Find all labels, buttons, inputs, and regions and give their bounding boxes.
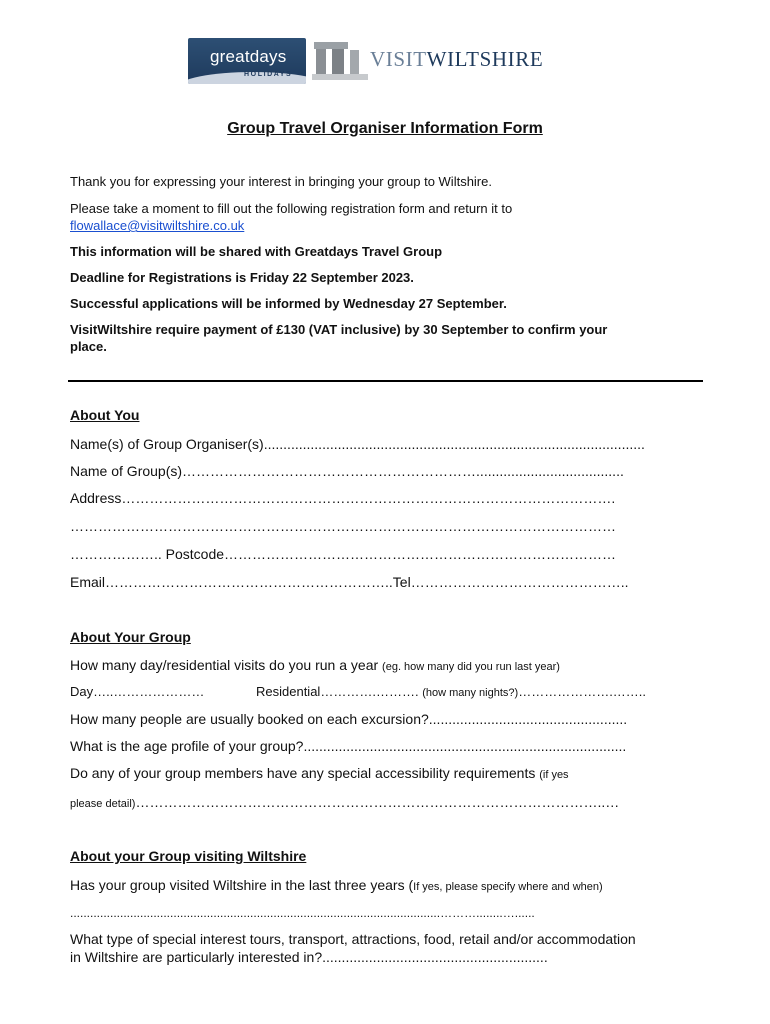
nights-dots[interactable]: ………………….…….. xyxy=(518,684,647,699)
interest-field[interactable] xyxy=(70,948,548,966)
organiser-field[interactable] xyxy=(70,435,645,453)
intro-deadline: Deadline for Registrations is Friday 22 September 2023. xyxy=(70,270,414,285)
email-tel-field[interactable] xyxy=(70,573,628,591)
postcode-prefix-dots[interactable]: ……………….. xyxy=(70,546,166,562)
age-dots[interactable]: ................................................................................... xyxy=(303,738,627,754)
visited-hint: If yes, please specify where and when) xyxy=(413,881,603,893)
interest-question-line1: What type of special interest tours, transport, attractions, food, retail and/or accommodation xyxy=(70,931,636,947)
greatdays-logo xyxy=(188,38,306,84)
postcode-dots[interactable]: ………………………………………………………………………… xyxy=(224,546,617,562)
postcode-field[interactable] xyxy=(70,545,616,563)
intro-thanks: Thank you for expressing your interest in bringing your group to Wiltshire. xyxy=(70,174,492,189)
detail-dots[interactable]: ………………………………………………………………………………………..… xyxy=(135,794,620,810)
address-dots[interactable]: ……………………………………………………………………………………………. xyxy=(121,490,616,506)
day-label: Day xyxy=(70,684,94,699)
about-visiting-heading: About your Group visiting Wiltshire xyxy=(70,848,307,864)
page-title: Group Travel Organiser Information Form xyxy=(227,120,543,137)
about-group-heading: About Your Group xyxy=(70,629,191,645)
address-label: Address xyxy=(70,490,122,506)
visited-dots[interactable]: ...............................................................................................................………........…...... xyxy=(70,906,535,920)
logo-word-visit: VISIT xyxy=(370,47,427,71)
intro-payment-line1: VisitWiltshire require payment of £130 (VAT inclusive) by 30 September to confirm your xyxy=(70,322,608,337)
visitwiltshire-logo-word xyxy=(370,47,543,72)
greatdays-logo-sub: HOLIDAYS xyxy=(244,71,293,78)
access-hint: (if yes xyxy=(539,769,569,781)
residential-field[interactable] xyxy=(256,683,646,702)
stonehenge-icon xyxy=(312,38,368,84)
day-residential-field[interactable] xyxy=(70,683,204,701)
group-name-label: Name of Group(s) xyxy=(70,463,183,479)
organiser-dots[interactable]: .................................................................................................. xyxy=(263,436,645,452)
postcode-label: Postcode xyxy=(165,546,225,562)
interest-dots[interactable]: .......................................................... xyxy=(322,949,548,965)
visits-hint: (eg. how many did you run last year) xyxy=(382,661,560,673)
email-link[interactable]: flowallace@visitwiltshire.co.uk xyxy=(70,218,245,233)
visited-answer-field[interactable] xyxy=(70,904,535,922)
age-field[interactable] xyxy=(70,737,626,755)
group-name-dots[interactable]: ………………………………………………………...................................... xyxy=(182,463,624,479)
nights-hint: (how many nights?) xyxy=(422,687,519,699)
section-divider xyxy=(68,380,703,382)
age-question: What is the age profile of your group? xyxy=(70,738,304,754)
detail-field[interactable] xyxy=(70,793,619,813)
residential-dots[interactable]: ………….………. xyxy=(320,684,419,699)
people-dots[interactable]: ................................................... xyxy=(428,711,628,727)
visited-question-text: Has your group visited Wiltshire in the last three years ( xyxy=(70,877,414,893)
visits-question xyxy=(70,656,560,676)
intro-payment-line2: place. xyxy=(70,339,107,354)
greatdays-logo-word: greatdays xyxy=(210,47,287,66)
address-line2-field[interactable] xyxy=(70,517,616,535)
organiser-label: Name(s) of Group Organiser(s) xyxy=(70,436,264,452)
logo-word-wiltshire: WILTSHIRE xyxy=(426,47,544,71)
access-question xyxy=(70,764,569,784)
intro-please: Please take a moment to fill out the following registration form and return it to xyxy=(70,201,513,216)
intro-shared: This information will be shared with Greatdays Travel Group xyxy=(70,244,443,259)
email-dots[interactable]: …………………………………………………….. xyxy=(105,574,393,590)
tel-dots[interactable]: ……………………………………….. xyxy=(410,574,629,590)
interest-question-line2: in Wiltshire are particularly interested in? xyxy=(70,949,323,965)
email-label: Email xyxy=(70,574,106,590)
people-field[interactable] xyxy=(70,710,627,728)
tel-label: Tel xyxy=(392,574,411,590)
residential-label: Residential xyxy=(256,684,321,699)
day-dots[interactable]: …..………………… xyxy=(93,684,205,699)
address-field[interactable] xyxy=(70,489,615,507)
people-question: How many people are usually booked on each excursion? xyxy=(70,711,429,727)
access-question-text: Do any of your group members have any special accessibility requirements xyxy=(70,765,540,781)
group-name-field[interactable] xyxy=(70,462,624,480)
visitwiltshire-logo xyxy=(312,38,582,84)
about-you-heading: About You xyxy=(70,407,140,423)
intro-successful: Successful applications will be informed by Wednesday 27 September. xyxy=(70,296,507,311)
detail-hint: please detail) xyxy=(70,798,136,810)
visits-question-text: How many day/residential visits do you run a year xyxy=(70,657,383,673)
address-line2-dots[interactable]: ……………………………………………………………………………………………………… xyxy=(70,518,616,534)
visited-question xyxy=(70,876,603,896)
